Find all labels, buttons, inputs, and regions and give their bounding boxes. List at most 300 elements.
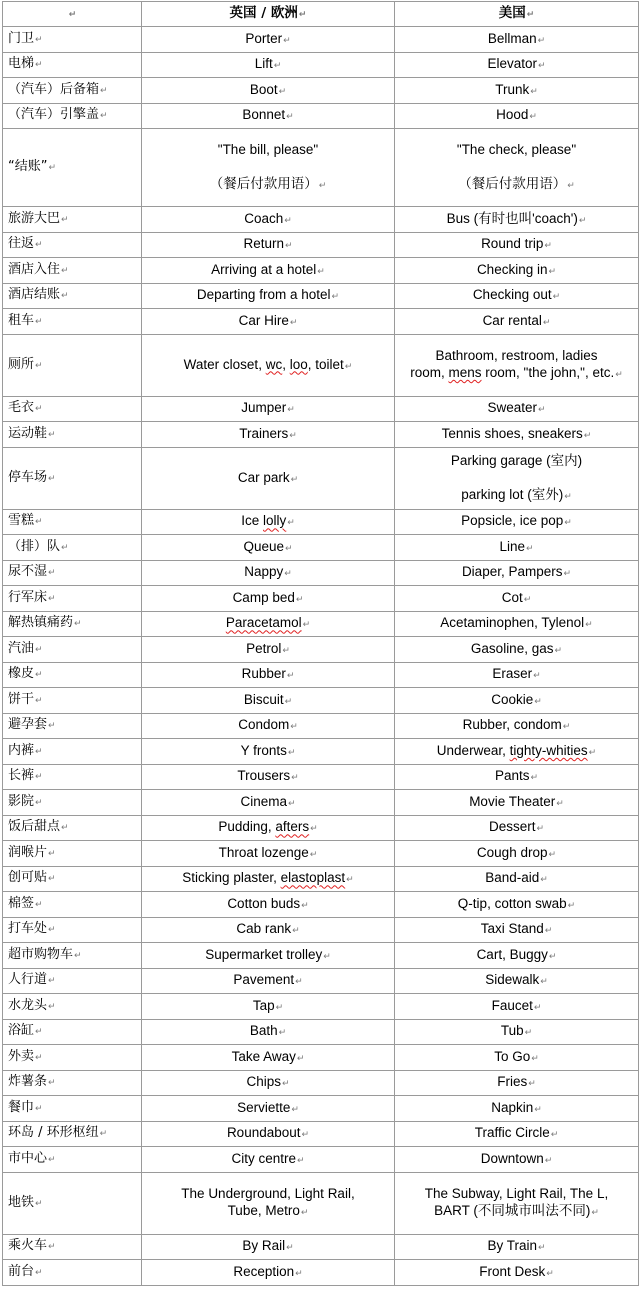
us-term-cell (395, 586, 639, 612)
paragraph-mark: ↵ (554, 644, 563, 655)
cell-text: 厕所 (8, 356, 35, 372)
cell-text: （排）队 (8, 538, 61, 554)
cell-text: Cab rank (236, 921, 292, 937)
us-term-cell (395, 1070, 639, 1096)
cell-text: Hood (496, 107, 529, 123)
paragraph-mark: ↵ (35, 644, 43, 655)
chinese-term-cell (3, 560, 142, 586)
cell-text: 饼干 (8, 691, 35, 707)
uk-term-cell (142, 1121, 395, 1147)
table-row (3, 1260, 639, 1286)
cell-text: Throat lozenge (218, 844, 309, 860)
table-row (3, 586, 639, 612)
chinese-term-cell (3, 129, 142, 207)
uk-term-cell (142, 258, 395, 284)
cell-text: Band-aid (485, 870, 540, 886)
chinese-term-cell (3, 232, 142, 258)
paragraph-mark: ↵ (61, 542, 69, 553)
paragraph-mark: ↵ (287, 404, 295, 415)
paragraph-mark: ↵ (290, 721, 298, 732)
paragraph-mark: ↵ (48, 1242, 56, 1253)
cell-text: Line (499, 538, 525, 554)
us-term-cell (395, 713, 639, 739)
cell-text: Sticking plaster, elastoplast (182, 870, 346, 886)
cell-text: Cot (501, 589, 523, 605)
paragraph-mark: ↵ (290, 473, 299, 484)
chinese-term-cell (3, 1096, 142, 1122)
cell-text: Take Away (231, 1048, 296, 1064)
uk-term-cell (142, 1045, 395, 1071)
cell-line: Parking garage (室内) (450, 452, 583, 468)
cell-text: 打车处 (8, 921, 48, 937)
us-term-cell (395, 764, 639, 790)
chinese-term-cell (3, 611, 142, 637)
cell-text: 饭后甜点 (8, 819, 61, 835)
cell-text: 雪糕 (8, 513, 35, 529)
cell-text: 内裤 (8, 742, 35, 758)
cell-text: Elevator (487, 56, 537, 72)
cell-text: Dessert (488, 819, 536, 835)
paragraph-mark: ↵ (564, 517, 572, 528)
table-row (3, 943, 639, 969)
paragraph-mark: ↵ (564, 490, 572, 501)
cell-line: Bathroom, restroom, ladies (435, 348, 598, 363)
table-row (3, 1147, 639, 1173)
cell-text: Departing from a hotel (196, 287, 331, 303)
chinese-term-cell (3, 968, 142, 994)
paragraph-mark: ↵ (284, 214, 292, 225)
us-term-cell (395, 968, 639, 994)
cell-text: Nappy (244, 564, 284, 580)
table-row (3, 207, 639, 233)
cell-text: City centre (231, 1150, 296, 1166)
cell-text: 水龙头 (8, 997, 48, 1013)
cell-text: Coach (244, 210, 284, 226)
paragraph-mark: ↵ (35, 772, 43, 783)
paragraph-mark: ↵ (317, 265, 325, 276)
cell-text: Reception (233, 1263, 295, 1279)
paragraph-mark: ↵ (591, 1207, 599, 1217)
cell-text: Cookie (491, 691, 534, 707)
table-row (3, 739, 639, 765)
us-term-cell (395, 790, 639, 816)
table-row (3, 866, 639, 892)
cell-text: Fries (497, 1074, 528, 1090)
us-term-cell (395, 1147, 639, 1173)
paragraph-mark: ↵ (48, 721, 56, 732)
uk-term-cell (142, 892, 395, 918)
us-term-cell (395, 1172, 639, 1234)
cell-text: Faucet (491, 997, 533, 1013)
cell-text: Cinema (240, 793, 287, 809)
paragraph-mark: ↵ (562, 721, 571, 732)
us-term-cell (395, 27, 639, 53)
cell-text: 租车 (8, 312, 35, 328)
cell-text: “结账” (8, 159, 48, 174)
cell-text: 润喉片 (8, 844, 48, 860)
uk-term-cell (142, 447, 395, 509)
us-term-cell (395, 103, 639, 129)
uk-term-cell (142, 129, 395, 207)
cell-text: Bath (249, 1023, 278, 1039)
cell-text: Serviette (237, 1099, 291, 1115)
cell-text: 外卖 (8, 1048, 35, 1064)
paragraph-mark: ↵ (281, 1078, 290, 1089)
us-term-cell (395, 1260, 639, 1286)
cell-text: Ice lolly (241, 513, 287, 529)
cell-text: 门卫 (8, 30, 35, 46)
us-term-cell (395, 207, 639, 233)
cell-text: Round trip (481, 236, 544, 252)
paragraph-mark: ↵ (530, 772, 539, 783)
cell-text: Chips (246, 1074, 281, 1090)
cell-text: Rubber, condom (462, 717, 562, 733)
paragraph-mark: ↵ (278, 85, 287, 96)
paragraph-mark: ↵ (35, 316, 43, 327)
paragraph-mark: ↵ (35, 1198, 43, 1209)
cell-text: 解热镇痛药 (8, 615, 74, 631)
cell-text: 炸薯条 (8, 1074, 48, 1090)
us-term-cell (395, 1019, 639, 1045)
spellcheck-flagged-word: wc (265, 356, 283, 372)
paragraph-mark: ↵ (563, 568, 572, 579)
chinese-term-cell (3, 447, 142, 509)
cell-text: 创可贴 (8, 870, 48, 886)
uk-term-cell (142, 815, 395, 841)
us-term-cell (395, 662, 639, 688)
cell-text: 停车场 (8, 469, 48, 485)
cell-text: 酒店入住 (8, 261, 61, 277)
cell-text: Gasoline, gas (470, 640, 554, 656)
us-term-cell (395, 815, 639, 841)
cell-text: 汽油 (8, 640, 35, 656)
table-row (3, 1172, 639, 1234)
cell-text: Condom (238, 717, 290, 733)
us-term-cell (395, 917, 639, 943)
cell-line: （餐后付款用语）↵ (458, 176, 575, 191)
paragraph-mark: ↵ (292, 925, 300, 936)
us-term-cell (395, 129, 639, 207)
cell-text: Checking in (476, 261, 548, 277)
uk-term-cell (142, 943, 395, 969)
paragraph-mark: ↵ (615, 369, 623, 379)
uk-term-cell (142, 535, 395, 561)
uk-term-cell (142, 841, 395, 867)
cell-text: Diaper, Pampers (461, 564, 563, 580)
paragraph-mark: ↵ (548, 848, 557, 859)
cell-line: The Subway, Light Rail, The L, (424, 1186, 609, 1201)
cell-text: Bus (有时也叫'coach') (446, 210, 578, 226)
uk-term-cell (142, 103, 395, 129)
paragraph-mark: ↵ (286, 111, 294, 122)
cell-text: 电梯 (8, 56, 35, 72)
us-term-cell (395, 611, 639, 637)
cell-text: Bellman (487, 30, 537, 46)
cell-text: （汽车）后备箱 (8, 81, 100, 97)
paragraph-mark: ↵ (525, 542, 534, 553)
paragraph-mark: ↵ (289, 429, 297, 440)
chinese-term-cell (3, 509, 142, 535)
table-row (3, 422, 639, 448)
cell-text: Trainers (239, 425, 289, 441)
paragraph-mark: ↵ (278, 1027, 287, 1038)
cell-text: 往返 (8, 236, 35, 252)
paragraph-mark: ↵ (529, 111, 537, 122)
paragraph-mark: ↵ (534, 695, 542, 706)
us-term-cell (395, 396, 639, 422)
chinese-term-cell (3, 1019, 142, 1045)
cell-line: room, mens room, "the john,", etc.↵ (410, 365, 623, 380)
uk-term-cell (142, 764, 395, 790)
chinese-term-cell (3, 334, 142, 396)
us-term-cell (395, 994, 639, 1020)
chinese-term-cell (3, 815, 142, 841)
paragraph-mark: ↵ (531, 1052, 539, 1063)
cell-text: Checking out (472, 287, 552, 303)
cell-text: Front Desk (479, 1263, 546, 1279)
spellcheck-flagged-word: afters (275, 819, 310, 835)
paragraph-mark: ↵ (61, 265, 69, 276)
cell-text: 影院 (8, 793, 35, 809)
paragraph-mark: ↵ (291, 772, 299, 783)
table-row (3, 396, 639, 422)
cell-text: 酒店结账 (8, 287, 61, 303)
cell-text: Jumper (241, 400, 287, 416)
table-row (3, 917, 639, 943)
spellcheck-flagged-word: mens (448, 365, 482, 380)
uk-term-cell (142, 586, 395, 612)
paragraph-mark: ↵ (289, 316, 298, 327)
cell-text: 餐巾 (8, 1099, 35, 1115)
chinese-term-cell (3, 764, 142, 790)
paragraph-mark: ↵ (286, 670, 295, 681)
paragraph-mark: ↵ (48, 163, 57, 173)
uk-term-cell (142, 283, 395, 309)
cell-text: Q-tip, cotton swab (457, 895, 567, 911)
table-row (3, 1070, 639, 1096)
uk-term-cell (142, 688, 395, 714)
header-row (3, 2, 639, 27)
cell-text: 尿不湿 (8, 564, 48, 580)
paragraph-mark: ↵ (287, 517, 295, 528)
cell-text: Acetaminophen, Tylenol (440, 615, 585, 631)
blank-line (145, 158, 391, 175)
cell-text: Boot (249, 81, 278, 97)
paragraph-mark: ↵ (275, 1001, 284, 1012)
cell-line: "The bill, please" (217, 142, 319, 157)
chinese-term-cell (3, 1172, 142, 1234)
uk-term-cell (142, 1096, 395, 1122)
uk-term-cell (142, 509, 395, 535)
cell-text: Cart, Buggy (476, 946, 548, 962)
cell-line: The Underground, Light Rail, (181, 1186, 355, 1201)
paragraph-mark: ↵ (287, 746, 296, 757)
paragraph-mark: ↵ (35, 899, 43, 910)
paragraph-mark: ↵ (552, 291, 561, 302)
cell-text: 前台 (8, 1263, 35, 1279)
paragraph-mark: ↵ (35, 1052, 43, 1063)
paragraph-mark: ↵ (285, 542, 293, 553)
uk-term-cell (142, 27, 395, 53)
cell-text: Rubber (241, 666, 286, 682)
paragraph-mark: ↵ (578, 214, 587, 225)
paragraph-mark: ↵ (548, 950, 557, 961)
chinese-term-cell (3, 78, 142, 104)
cell-text: Traffic Circle (474, 1125, 550, 1141)
paragraph-mark: ↵ (544, 1154, 553, 1165)
uk-term-cell (142, 422, 395, 448)
chinese-term-cell (3, 739, 142, 765)
paragraph-mark: ↵ (35, 670, 43, 681)
paragraph-mark: ↵ (48, 848, 56, 859)
paragraph-mark: ↵ (284, 240, 293, 251)
paragraph-mark: ↵ (295, 976, 303, 987)
chinese-term-cell (3, 258, 142, 284)
table-row (3, 27, 639, 53)
cell-text: 运动鞋 (8, 425, 48, 441)
cell-text: 棉签 (8, 895, 35, 911)
paragraph-mark: ↵ (546, 1267, 554, 1278)
paragraph-mark: ↵ (48, 473, 56, 484)
spellcheck-flagged-word: tighty-whities (509, 742, 588, 758)
us-term-cell (395, 232, 639, 258)
cell-text: 超市购物车 (8, 946, 74, 962)
us-term-cell (395, 1096, 639, 1122)
cell-text: 毛衣 (8, 400, 35, 416)
uk-term-cell (142, 1019, 395, 1045)
cell-text: Petrol (246, 640, 282, 656)
uk-term-cell (142, 1070, 395, 1096)
paragraph-mark: ↵ (301, 899, 309, 910)
paragraph-mark: ↵ (74, 950, 82, 961)
paragraph-mark: ↵ (310, 823, 318, 834)
chinese-term-cell (3, 943, 142, 969)
uk-term-cell (142, 207, 395, 233)
cell-text: Car Hire (238, 312, 289, 328)
paragraph-mark: ↵ (567, 180, 575, 190)
us-term-cell (395, 509, 639, 535)
paragraph-mark: ↵ (48, 1001, 56, 1012)
paragraph-mark: ↵ (284, 568, 292, 579)
paragraph-mark: ↵ (48, 568, 56, 579)
table-row (3, 994, 639, 1020)
paragraph-mark: ↵ (331, 291, 340, 302)
table-row (3, 790, 639, 816)
us-term-cell (395, 258, 639, 284)
chinese-term-cell (3, 207, 142, 233)
paragraph-mark: ↵ (540, 874, 548, 885)
cell-text: 人行道 (8, 972, 48, 988)
paragraph-mark: ↵ (550, 1129, 559, 1140)
table-row (3, 611, 639, 637)
cell-text: Trousers (237, 768, 291, 784)
cell-text: Cotton buds (227, 895, 301, 911)
paragraph-mark: ↵ (35, 404, 43, 415)
cell-text: 橡皮 (8, 666, 35, 682)
uk-term-cell (142, 968, 395, 994)
chinese-term-cell (3, 994, 142, 1020)
us-term-cell (395, 535, 639, 561)
uk-term-cell (142, 637, 395, 663)
table-row (3, 129, 639, 207)
uk-term-cell (142, 1147, 395, 1173)
uk-term-cell (142, 334, 395, 396)
uk-term-cell (142, 1172, 395, 1234)
cell-text: Return (243, 236, 284, 252)
table-row (3, 78, 639, 104)
paragraph-mark: ↵ (74, 619, 82, 630)
table-row (3, 662, 639, 688)
us-term-cell (395, 1234, 639, 1260)
paragraph-mark: ↵ (48, 976, 56, 987)
paragraph-mark: ↵ (540, 976, 548, 987)
paragraph-mark: ↵ (548, 265, 557, 276)
cell-text: Movie Theater (469, 793, 556, 809)
us-term-cell (395, 637, 639, 663)
cell-text: 旅游大巴 (8, 210, 61, 226)
cell-text: （汽车）引擎盖 (8, 107, 100, 123)
cell-text: By Rail (242, 1238, 286, 1254)
cell-text: 长裤 (8, 768, 35, 784)
paragraph-mark: ↵ (48, 1154, 56, 1165)
cell-text: Arriving at a hotel (211, 261, 317, 277)
us-term-cell (395, 78, 639, 104)
table-row (3, 560, 639, 586)
chinese-term-cell (3, 396, 142, 422)
cell-text: Lift (254, 56, 273, 72)
table-row (3, 637, 639, 663)
paragraph-mark: ↵ (301, 1129, 310, 1140)
paragraph-mark: ↵ (61, 823, 69, 834)
table-row (3, 764, 639, 790)
chinese-term-cell (3, 917, 142, 943)
table-row (3, 1121, 639, 1147)
uk-term-cell (142, 713, 395, 739)
paragraph-mark: ↵ (99, 1129, 108, 1140)
paragraph-mark: ↵ (61, 214, 69, 225)
cell-text: Tub (500, 1023, 524, 1039)
uk-term-cell (142, 560, 395, 586)
cell-text: Queue (243, 538, 284, 554)
uk-term-cell (142, 917, 395, 943)
cell-text: Tap (252, 997, 275, 1013)
paragraph-mark: ↵ (48, 429, 56, 440)
us-term-cell (395, 866, 639, 892)
table-row (3, 232, 639, 258)
table-row (3, 447, 639, 509)
blank-line (398, 469, 635, 486)
table-row (3, 1045, 639, 1071)
uk-term-cell (142, 396, 395, 422)
paragraph-mark: ↵ (273, 60, 282, 71)
cell-line: "The check, please" (456, 142, 577, 157)
paragraph-mark: ↵ (48, 1078, 56, 1089)
cell-text: Sweater (487, 400, 537, 416)
paragraph-mark: ↵ (533, 1001, 542, 1012)
spellcheck-flagged-word: Paracetamol (225, 615, 302, 631)
paragraph-mark: ↵ (48, 925, 56, 936)
cell-text: Napkin (491, 1099, 534, 1115)
paragraph-mark: ↵ (35, 797, 43, 808)
paragraph-mark: ↵ (309, 848, 318, 859)
us-term-cell (395, 560, 639, 586)
blank-line (398, 158, 635, 175)
paragraph-mark: ↵ (533, 670, 541, 681)
chinese-term-cell (3, 309, 142, 335)
cell-text: 避孕套 (8, 717, 48, 733)
cell-text: Bonnet (242, 107, 286, 123)
paragraph-mark: ↵ (523, 593, 532, 604)
